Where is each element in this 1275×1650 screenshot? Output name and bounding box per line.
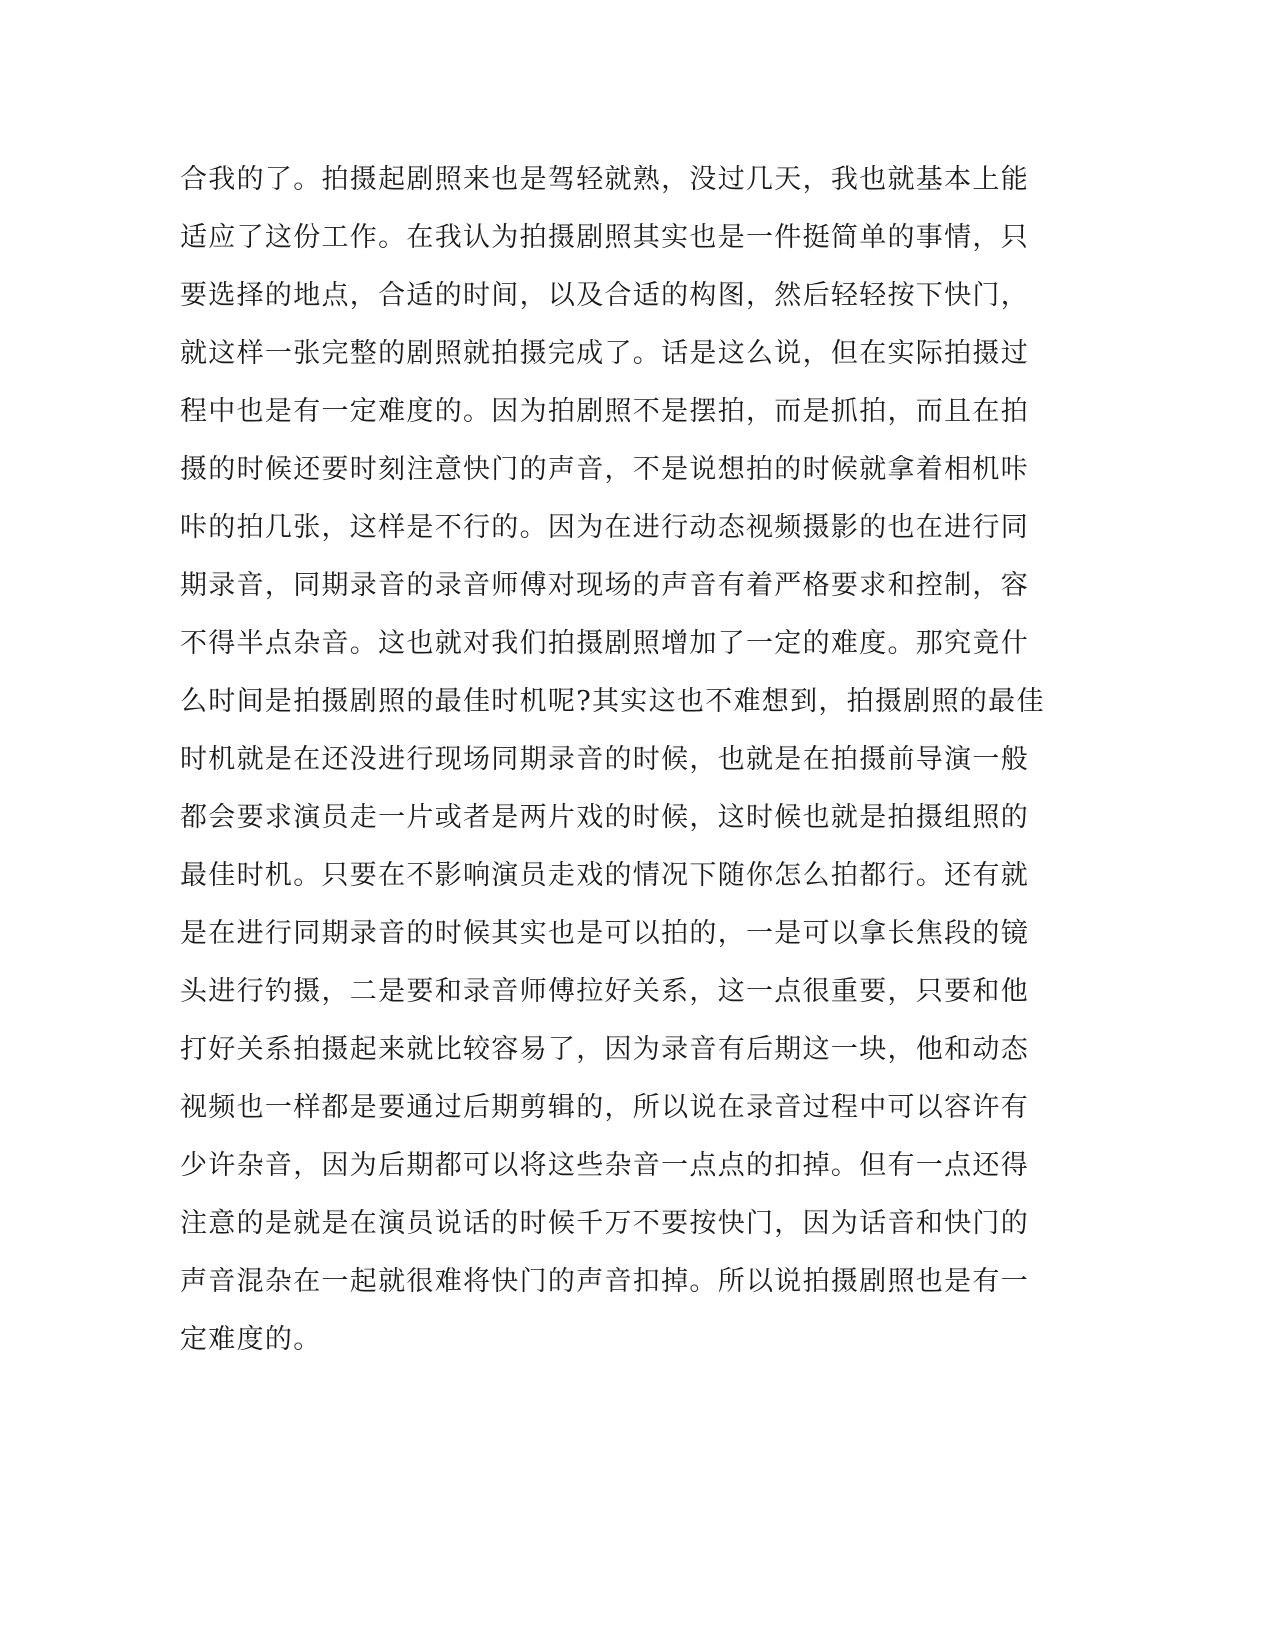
text-line: 就这样一张完整的剧照就拍摄完成了。话是这么说，但在实际拍摄过 bbox=[180, 338, 1029, 369]
text-line: 都会要求演员走一片或者是两片戏的时候，这时候也就是拍摄组照的 bbox=[180, 802, 1029, 833]
text-line: 视频也一样都是要通过后期剪辑的，所以说在录音过程中可以容许有 bbox=[180, 1092, 1029, 1123]
text-line: 声音混杂在一起就很难将快门的声音扣掉。所以说拍摄剧照也是有一 bbox=[180, 1266, 1029, 1297]
text-line: 么时间是拍摄剧照的最佳时机呢?其实这也不难想到，拍摄剧照的最佳 bbox=[180, 686, 1045, 717]
text-line: 要选择的地点，合适的时间，以及合适的构图，然后轻轻按下快门， bbox=[180, 280, 1029, 311]
text-line: 咔的拍几张，这样是不行的。因为在进行动态视频摄影的也在进行同 bbox=[180, 512, 1029, 543]
text-line: 最佳时机。只要在不影响演员走戏的情况下随你怎么拍都行。还有就 bbox=[180, 860, 1029, 891]
text-line: 是在进行同期录音的时候其实也是可以拍的，一是可以拿长焦段的镜 bbox=[180, 918, 1029, 949]
text-line: 定难度的。 bbox=[180, 1324, 322, 1355]
text-line: 时机就是在还没进行现场同期录音的时候，也就是在拍摄前导演一般 bbox=[180, 744, 1029, 775]
text-line: 合我的了。拍摄起剧照来也是驾轻就熟，没过几天，我也就基本上能 bbox=[180, 164, 1029, 195]
body-paragraph bbox=[180, 156, 1045, 1374]
text-line: 注意的是就是在演员说话的时候千万不要按快门，因为话音和快门的 bbox=[180, 1208, 1029, 1239]
text-line: 适应了这份工作。在我认为拍摄剧照其实也是一件挺简单的事情，只 bbox=[180, 222, 1029, 253]
text-line: 不得半点杂音。这也就对我们拍摄剧照增加了一定的难度。那究竟什 bbox=[180, 628, 1029, 659]
text-line: 摄的时候还要时刻注意快门的声音，不是说想拍的时候就拿着相机咔 bbox=[180, 454, 1029, 485]
text-line: 头进行钓摄，二是要和录音师傅拉好关系，这一点很重要，只要和他 bbox=[180, 976, 1029, 1007]
text-line: 期录音，同期录音的录音师傅对现场的声音有着严格要求和控制，容 bbox=[180, 570, 1029, 601]
text-line: 打好关系拍摄起来就比较容易了，因为录音有后期这一块，他和动态 bbox=[180, 1034, 1029, 1065]
text-line: 程中也是有一定难度的。因为拍剧照不是摆拍，而是抓拍，而且在拍 bbox=[180, 396, 1029, 427]
text-line: 少许杂音，因为后期都可以将这些杂音一点点的扣掉。但有一点还得 bbox=[180, 1150, 1029, 1181]
